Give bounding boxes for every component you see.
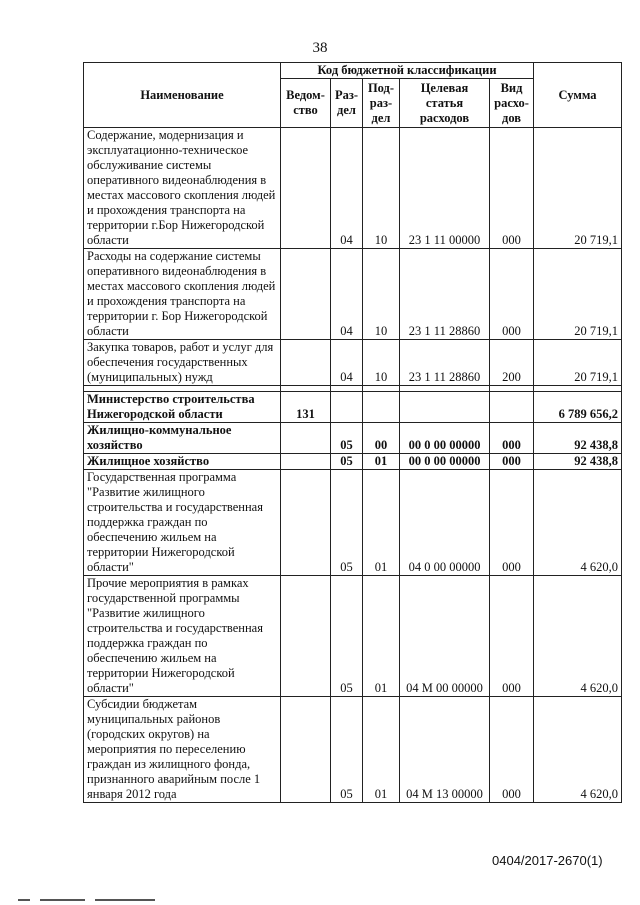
cell-sum: 92 438,8 bbox=[534, 454, 622, 470]
cell-type bbox=[490, 392, 534, 423]
cell-ministry bbox=[281, 470, 331, 576]
cell-subsection: 10 bbox=[363, 249, 400, 340]
cell-section: 04 bbox=[331, 128, 363, 249]
table-row bbox=[84, 392, 622, 423]
cell-name: Субсидии бюджетам муниципальных районов (городских округов) на мероприятия по переселению граждан из жилищного фонда, признанного аварийным после 1 января 2012 года bbox=[84, 697, 281, 803]
header-target: Целевая статья расходов bbox=[400, 79, 490, 128]
cell-sum: 92 438,8 bbox=[534, 423, 622, 454]
cell-name: Министерство строительства Нижегородской области bbox=[84, 392, 281, 423]
header-name: Наименование bbox=[84, 63, 281, 128]
cell-ministry bbox=[281, 249, 331, 340]
cell-type: 000 bbox=[490, 697, 534, 803]
cell-target: 23 1 11 28860 bbox=[400, 340, 490, 386]
cell-section: 05 bbox=[331, 470, 363, 576]
cell-name: Содержание, модернизация и эксплуатационно-техническое обслуживание системы оперативного видеонаблюдения в местах массового скопления людей и прохождения транспорта на территории г.Бор Нижегородской области bbox=[84, 128, 281, 249]
cell-target: 04 М 00 00000 bbox=[400, 576, 490, 697]
cell-target: 23 1 11 28860 bbox=[400, 249, 490, 340]
table-body bbox=[84, 128, 622, 803]
cell-ministry bbox=[281, 697, 331, 803]
table-row bbox=[84, 576, 622, 697]
table-row bbox=[84, 249, 622, 340]
header-sum: Сумма bbox=[534, 63, 622, 128]
cell-subsection: 10 bbox=[363, 340, 400, 386]
cell-target: 04 0 00 00000 bbox=[400, 470, 490, 576]
cell-sum: 4 620,0 bbox=[534, 576, 622, 697]
cell-target bbox=[400, 392, 490, 423]
cell-subsection: 01 bbox=[363, 454, 400, 470]
document-code: 0404/2017-2670(1) bbox=[492, 853, 603, 868]
cell-section: 05 bbox=[331, 576, 363, 697]
cell-section: 05 bbox=[331, 454, 363, 470]
table-row bbox=[84, 340, 622, 386]
cell-type: 000 bbox=[490, 423, 534, 454]
header-ministry: Ведом-ство bbox=[281, 79, 331, 128]
cell-type: 000 bbox=[490, 454, 534, 470]
cell-section: 04 bbox=[331, 249, 363, 340]
header-code-group: Код бюджетной классификации bbox=[281, 63, 534, 79]
budget-table bbox=[83, 62, 622, 803]
cell-target: 04 М 13 00000 bbox=[400, 697, 490, 803]
cell-section: 04 bbox=[331, 340, 363, 386]
cell-type: 000 bbox=[490, 470, 534, 576]
cell-ministry bbox=[281, 423, 331, 454]
table-row bbox=[84, 128, 622, 249]
cell-sum: 6 789 656,2 bbox=[534, 392, 622, 423]
cell-section bbox=[331, 392, 363, 423]
cell-ministry: 131 bbox=[281, 392, 331, 423]
cell-type: 000 bbox=[490, 576, 534, 697]
header-subsection: Под-раз-дел bbox=[363, 79, 400, 128]
cell-sum: 20 719,1 bbox=[534, 340, 622, 386]
cell-target: 00 0 00 00000 bbox=[400, 454, 490, 470]
cell-subsection: 01 bbox=[363, 576, 400, 697]
cell-subsection: 01 bbox=[363, 470, 400, 576]
cell-name: Жилищное хозяйство bbox=[84, 454, 281, 470]
table-row bbox=[84, 470, 622, 576]
header-section: Раз-дел bbox=[331, 79, 363, 128]
cell-section: 05 bbox=[331, 697, 363, 803]
cell-subsection: 01 bbox=[363, 697, 400, 803]
cell-ministry bbox=[281, 128, 331, 249]
cell-sum: 4 620,0 bbox=[534, 697, 622, 803]
page-number: 38 bbox=[312, 40, 328, 56]
cell-subsection: 10 bbox=[363, 128, 400, 249]
cell-type: 000 bbox=[490, 249, 534, 340]
table-row bbox=[84, 454, 622, 470]
scan-artifact bbox=[40, 899, 85, 901]
table-row bbox=[84, 697, 622, 803]
table-row bbox=[84, 423, 622, 454]
cell-type: 200 bbox=[490, 340, 534, 386]
cell-name: Жилищно-коммунальное хозяйство bbox=[84, 423, 281, 454]
cell-sum: 4 620,0 bbox=[534, 470, 622, 576]
cell-ministry bbox=[281, 454, 331, 470]
cell-target: 23 1 11 00000 bbox=[400, 128, 490, 249]
cell-name: Расходы на содержание системы оперативного видеонаблюдения в местах массового скопления людей и прохождения транспорта на территории г. Бор Нижегородской области bbox=[84, 249, 281, 340]
cell-subsection: 00 bbox=[363, 423, 400, 454]
cell-name: Закупка товаров, работ и услуг для обеспечения государственных (муниципальных) нужд bbox=[84, 340, 281, 386]
cell-sum: 20 719,1 bbox=[534, 249, 622, 340]
header-expense-type: Вид расхо-дов bbox=[490, 79, 534, 128]
cell-name: Прочие мероприятия в рамках государственной программы "Развитие жилищного строительства и государственная поддержка граждан по обеспечению жильем на территории Нижегородской области" bbox=[84, 576, 281, 697]
cell-ministry bbox=[281, 576, 331, 697]
cell-type: 000 bbox=[490, 128, 534, 249]
cell-target: 00 0 00 00000 bbox=[400, 423, 490, 454]
cell-sum: 20 719,1 bbox=[534, 128, 622, 249]
scan-artifact bbox=[95, 899, 155, 901]
cell-section: 05 bbox=[331, 423, 363, 454]
scan-artifact bbox=[18, 899, 30, 901]
cell-name: Государственная программа "Развитие жилищного строительства и государственная поддержка граждан по обеспечению жильем на территории Нижегородской области" bbox=[84, 470, 281, 576]
cell-subsection bbox=[363, 392, 400, 423]
cell-ministry bbox=[281, 340, 331, 386]
